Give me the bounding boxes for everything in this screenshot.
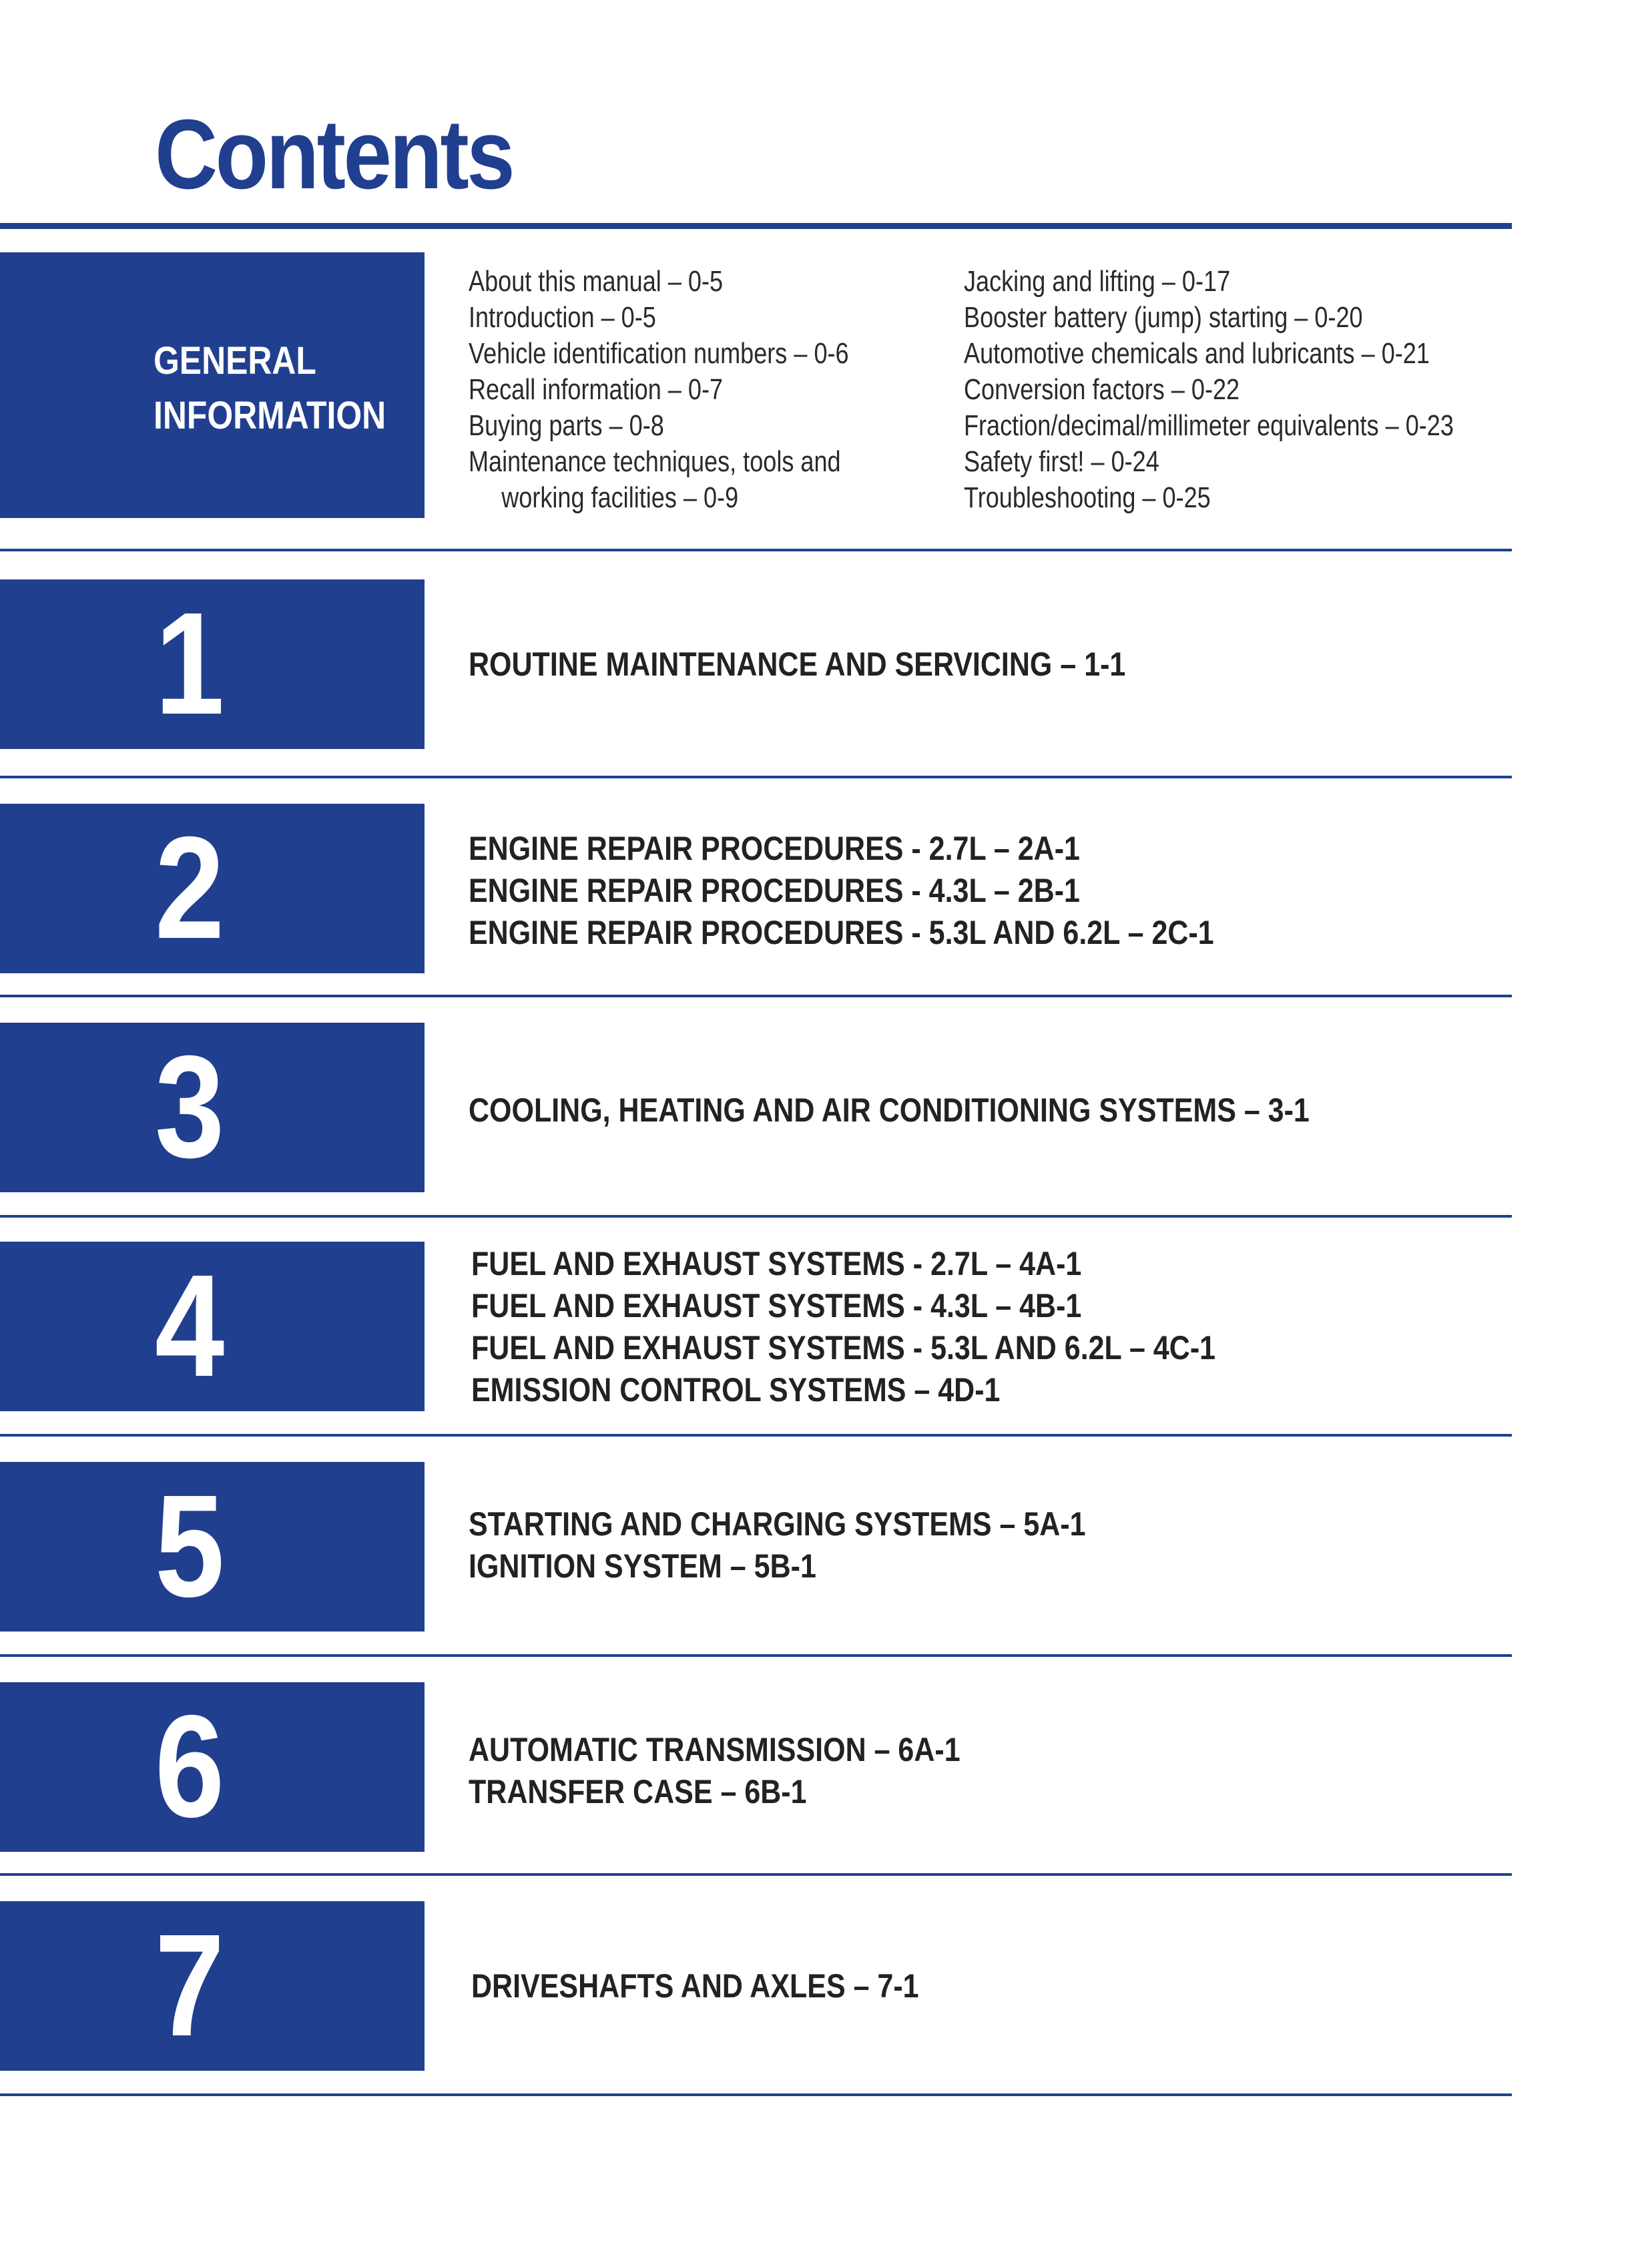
chapter-entry[interactable]: TRANSFER CASE – 6B-1	[469, 1773, 807, 1810]
toc-item[interactable]: About this manual – 0-5	[469, 265, 724, 298]
chapter-number: 5	[155, 1465, 225, 1628]
chapter-number: 1	[155, 583, 225, 745]
chapter-entry[interactable]: ENGINE REPAIR PROCEDURES - 5.3L AND 6.2L – 2C-1	[469, 914, 1214, 951]
chapter-number: 7	[155, 1905, 225, 2067]
chapter-number: 6	[155, 1686, 225, 1848]
toc-item[interactable]: Automotive chemicals and lubricants – 0-21	[964, 337, 1430, 370]
chapter-7-entries	[471, 1965, 919, 2007]
toc-item[interactable]: Introduction – 0-5	[469, 301, 656, 334]
section-divider	[0, 2093, 1512, 2096]
general-info-tab	[0, 252, 425, 518]
chapter-1-entries	[469, 644, 1125, 686]
toc-item[interactable]: Troubleshooting – 0-25	[964, 481, 1211, 514]
general-info-column-1	[469, 264, 849, 516]
chapter-entry[interactable]: AUTOMATIC TRANSMISSION – 6A-1	[469, 1731, 960, 1768]
section-divider	[0, 776, 1512, 778]
toc-item[interactable]: Vehicle identification numbers – 0-6	[469, 337, 849, 370]
section-divider	[0, 1654, 1512, 1657]
chapter-entry[interactable]: EMISSION CONTROL SYSTEMS – 4D-1	[471, 1371, 1001, 1409]
toc-item[interactable]: Jacking and lifting – 0-17	[964, 265, 1231, 298]
toc-item[interactable]: Safety first! – 0-24	[964, 445, 1159, 478]
chapter-entry[interactable]: FUEL AND EXHAUST SYSTEMS - 4.3L – 4B-1	[471, 1287, 1082, 1324]
section-divider	[0, 549, 1512, 551]
toc-item[interactable]: working facilities – 0-9	[501, 481, 739, 514]
toc-item[interactable]: Buying parts – 0-8	[469, 409, 664, 442]
chapter-entry[interactable]: ROUTINE MAINTENANCE AND SERVICING – 1-1	[469, 646, 1126, 683]
chapter-5-entries	[469, 1503, 1086, 1587]
general-info-column-2	[964, 264, 1454, 516]
chapter-entry[interactable]: ENGINE REPAIR PROCEDURES - 2.7L – 2A-1	[469, 830, 1080, 867]
chapter-1-tab	[0, 579, 425, 749]
chapter-3-tab	[0, 1023, 425, 1192]
toc-item[interactable]: Maintenance techniques, tools and	[469, 445, 841, 478]
chapter-5-tab	[0, 1462, 425, 1632]
chapter-entry[interactable]: FUEL AND EXHAUST SYSTEMS - 5.3L AND 6.2L – 4C-1	[471, 1329, 1216, 1366]
toc-item[interactable]: Fraction/decimal/millimeter equivalents – 0-23	[964, 409, 1454, 442]
general-info-label: GENERAL INFORMATION	[154, 339, 386, 437]
chapter-6-entries	[469, 1729, 960, 1813]
chapter-number: 4	[155, 1245, 225, 1407]
chapter-4-entries	[471, 1243, 1215, 1411]
chapter-entry[interactable]: COOLING, HEATING AND AIR CONDITIONING SYSTEMS – 3-1	[469, 1091, 1310, 1129]
chapter-entry[interactable]: FUEL AND EXHAUST SYSTEMS - 2.7L – 4A-1	[471, 1245, 1082, 1282]
chapter-7-tab	[0, 1901, 425, 2071]
chapter-entry[interactable]: DRIVESHAFTS AND AXLES – 7-1	[471, 1967, 919, 2005]
chapter-entry[interactable]: ENGINE REPAIR PROCEDURES - 4.3L – 2B-1	[469, 872, 1080, 909]
section-divider	[0, 995, 1512, 997]
toc-item[interactable]: Conversion factors – 0-22	[964, 373, 1240, 406]
toc-item[interactable]: Recall information – 0-7	[469, 373, 724, 406]
page-title: Contents	[155, 99, 513, 210]
chapter-entry[interactable]: IGNITION SYSTEM – 5B-1	[469, 1547, 816, 1585]
title-rule	[0, 223, 1512, 229]
section-divider	[0, 1215, 1512, 1218]
section-divider	[0, 1434, 1512, 1437]
chapter-6-tab	[0, 1682, 425, 1852]
toc-item[interactable]: Booster battery (jump) starting – 0-20	[964, 301, 1363, 334]
chapter-4-tab	[0, 1242, 425, 1411]
chapter-number: 3	[155, 1026, 225, 1188]
chapter-entry[interactable]: STARTING AND CHARGING SYSTEMS – 5A-1	[469, 1505, 1086, 1543]
chapter-number: 2	[155, 807, 225, 969]
chapter-3-entries	[469, 1089, 1310, 1132]
chapter-2-entries	[469, 828, 1214, 954]
section-divider	[0, 1873, 1512, 1876]
chapter-2-tab	[0, 804, 425, 973]
